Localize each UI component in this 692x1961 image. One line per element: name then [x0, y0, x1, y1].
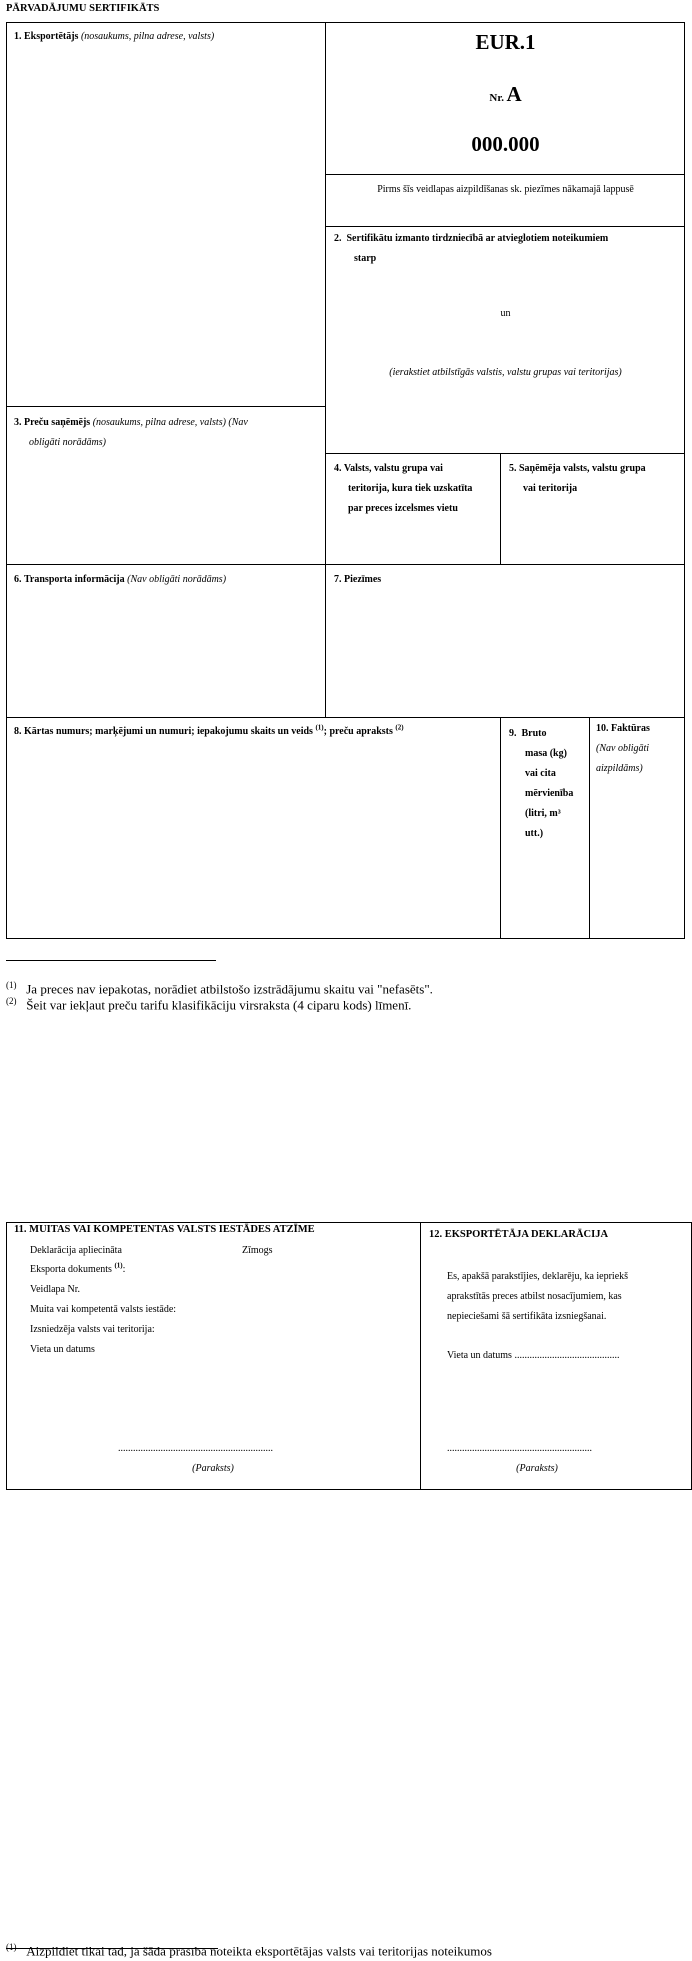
divider	[500, 717, 501, 939]
box11-line-form-nr: Veidlapa Nr.	[30, 1284, 80, 1295]
divider	[589, 717, 590, 939]
box10-label: 10. Faktūras (Nav obligāti aizpildāms)	[596, 723, 650, 774]
box11-signature-dots: ..............................................................	[118, 1443, 273, 1454]
box8-label: 8. Kārtas numurs; marķējumi un numuri; iepakojumu skaits un veids $^{(1)}$; preču apraksts $^{(2)}$	[14, 723, 404, 737]
divider	[6, 406, 326, 407]
box4-label: 4. Valsts, valstu grupa vai teritorija, kura tiek uzskatīta par preces izcelsmes vietu	[334, 463, 473, 514]
box3-label: 3. Preču saņēmējs (nosaukums, pilna adrese, valsts) (Nav obligāti norādāms)	[14, 417, 248, 448]
box11-line-issuing-country: Izsniedzēja valsts vai teritorija:	[30, 1324, 155, 1335]
box9-label: 9. Bruto masa (kg) vai cita mērvienība (litri, m³ utt.)	[509, 728, 574, 839]
box6-label: 6. Transporta informācija (Nav obligāti norādāms)	[14, 574, 227, 585]
footnote-1: $^{(1)}$ Ja preces nav iepakotas, norādiet atbilstošo izstrādājumu skaitu vai "nefasēts".	[6, 980, 433, 997]
box11-line-declaration: Deklarācija apliecināta	[30, 1245, 122, 1256]
box11-title: 11. MUITAS VAI KOMPETENTAS VALSTS IESTĀDES ATZĪME	[14, 1224, 315, 1235]
eur-code: EUR.1	[475, 30, 536, 54]
eur-nr: Nr. A	[489, 82, 522, 106]
footnote-bottom: $^{(1)}$ Aizpildiet tikai tad, ja šāda prasība noteikta eksportētājas valsts vai teritorijas noteikumos	[6, 1941, 492, 1958]
box2-hint: (ierakstiet atbilstīgās valstis, valstu grupas vai teritorijas)	[389, 367, 622, 378]
box7-label: 7. Piezīmes	[334, 574, 382, 585]
divider	[6, 717, 685, 718]
divider	[325, 453, 685, 454]
box2-and: un	[500, 308, 511, 319]
box11-signature-label: (Paraksts)	[192, 1463, 234, 1474]
box11-stamp: Zīmogs	[242, 1245, 273, 1256]
box12-signature-label: (Paraksts)	[516, 1463, 558, 1474]
box12-place-date: Vieta un datums ..........................................	[447, 1350, 620, 1361]
footnote-separator	[6, 960, 216, 961]
divider	[6, 564, 685, 565]
box11-line-customs: Muita vai kompetentā valsts iestāde:	[30, 1304, 177, 1315]
divider	[325, 226, 685, 227]
instructions-notice: Pirms šīs veidlapas aizpildīšanas sk. piezīmes nākamajā lappusē	[377, 184, 634, 195]
box1-label: 1. Eksportētājs (nosaukums, pilna adrese, valsts)	[14, 31, 215, 42]
divider	[500, 453, 501, 565]
eur-number: 000.000	[471, 132, 540, 156]
divider	[420, 1222, 421, 1490]
box12-signature-dots: ..........................................................	[447, 1443, 592, 1454]
page-title: PĀRVADĀJUMU SERTIFIKĀTS	[6, 3, 160, 14]
box5-label: 5. Saņēmēja valsts, valstu grupa vai teritorija	[509, 463, 646, 494]
box12-title: 12. EKSPORTĒTĀJA DEKLARĀCIJA	[429, 1229, 609, 1240]
box2-label: 2. Sertifikātu izmanto tirdzniecībā ar atvieglotiem noteikumiem starp	[334, 233, 609, 264]
footnote-2: $^{(2)}$ Šeit var iekļaut preču tarifu klasifikāciju virsraksta (4 ciparu kods) līmenī.	[6, 996, 412, 1013]
divider	[325, 174, 685, 175]
box11-line-export-doc: Eksporta dokuments $^{(1)}$:	[30, 1261, 126, 1275]
box12-text: Es, apakšā parakstījies, deklarēju, ka iepriekš aprakstītās preces atbilst nosacījumiem, kas nepieciešami šā sertifikāta izsniegšanai.	[447, 1271, 629, 1322]
box11-line-place-date: Vieta un datums	[30, 1344, 95, 1355]
